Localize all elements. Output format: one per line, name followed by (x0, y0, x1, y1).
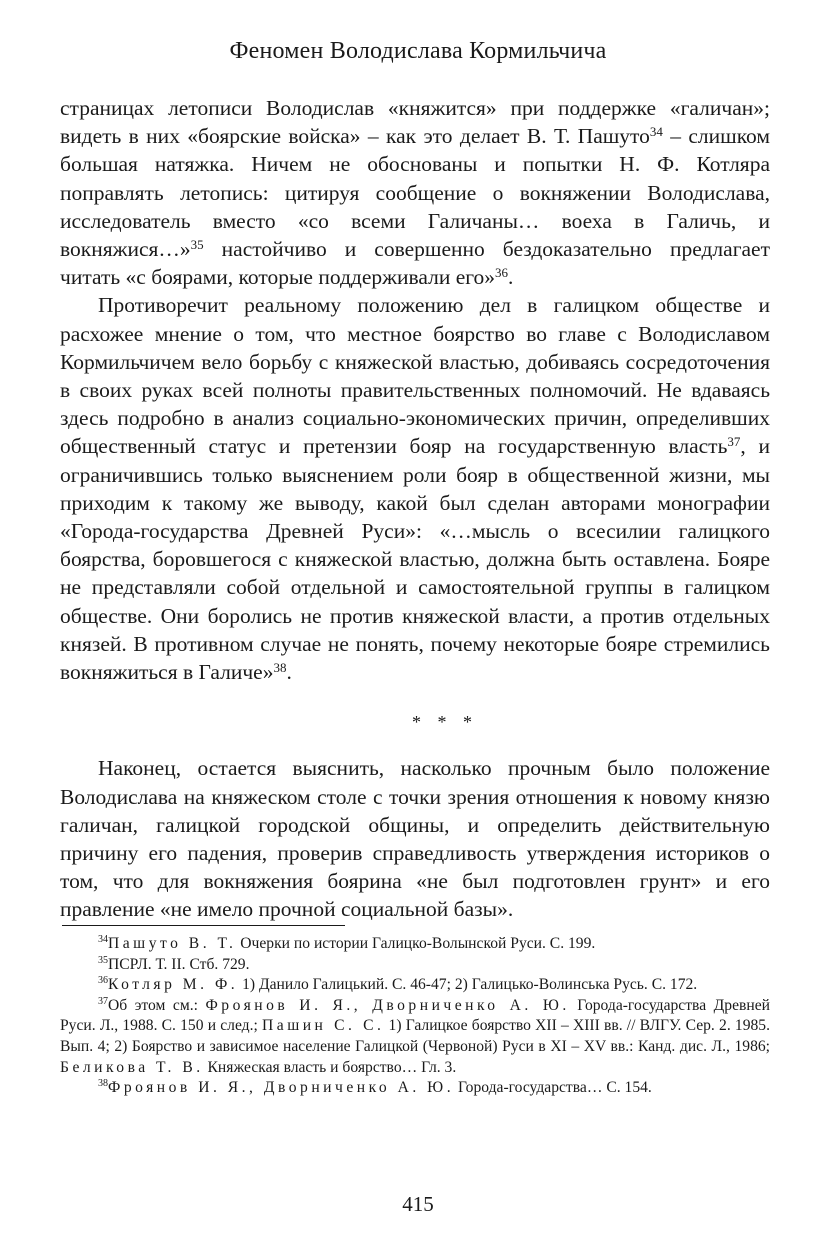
footnote-ref-34[interactable]: 34 (649, 124, 663, 140)
footnote-rule (62, 925, 345, 926)
paragraph-2: Противоречит реальному положению дел в галицком обществе и расхожее мнение о том, что местное боярство во главе с Володиславом Кормильчичем вело борьбу с княжеской властью, добиваясь сосредоточения в своих руках всей полноты правительственных полномочий. Не вдаваясь здесь подробно в анализ социально-экономических причин, определивших общественный статус и претензии бояр на государственную власть$^{37}$, и ограничившись только выяснением роли бояр в общественной жизни, мы приходим к такому же выводу, какой был сделан авторами монографии «Города-государства Древней Руси»: «…мысль о всесилии галицкого боярства, боровшегося с княжеской властью, должна быть оставлена. Бояре не представляли собой отдельной и самостоятельной группы в галицком обществе. Они боролись не против княжеской власти, а против отдельных князей. В противном случае не понять, почему некоторые бояре стремились вокняжиться в Галиче»$^{38}$. (60, 293, 770, 685)
paragraph-3: Наконец, остается выяснить, насколько прочным было положение Володислава на княжеском столе с точки зрения отношения к новому князю галичан, галицкой городской общины, и определить действительную причину его падения, проверив справедливость утверждения историков о том, что для вокняжения боярина «не был подготовлен грунт» и его правление «не имело прочной социальной базы». (60, 756, 770, 922)
footnote-author: Пашуто В. Т. (108, 935, 237, 952)
footnote-author: Фроянов И. Я., Дворниченко А. Ю. (205, 996, 570, 1014)
footnote-38: $^{38}$Фроянов И. Я., Дворниченко А. Ю. Города-государства… С. 154. (98, 1078, 652, 1097)
footnote-ref-37[interactable]: 37 (727, 434, 741, 450)
page-number: 415 (402, 1192, 434, 1216)
footnote-ref-35[interactable]: 35 (190, 237, 204, 253)
footnote-37: $^{37}$Об этом см.: Фроянов И. Я., Дворниченко А. Ю. Города-государства Древней Руси. Л., 1988. С. 150 и след.; Пашин С. С. 1) Галицкое боярство XII – XIII вв. // ВЛГУ. Сер. 2. 1985. Вып. 4; 2) Боярство и зависимое население Галицкой (Червоной) Руси в XI – XV вв.: Канд. дис. Л., 1986; Беликова Т. В. Княжеская власть и боярство… Гл. 3. (60, 995, 770, 1076)
paragraph-1: страницах летописи Володислав «княжится» при поддержке «галичан»; видеть в них «боярские войска» – как это делает В. Т. Пашуто$^{34}$ – слишком большая натяжка. Ничем не обоснованы и попытки Н. Ф. Котляра поправлять летопись: цитируя сообщение о вокняжении Володислава, исследователь вместо «со всеми Галичаны… воеха в Галичь, и вокняжися…»$^{35}$ настойчиво и совершенно бездоказательно предлагает читать «с боярами, которые поддерживали его»$^{36}$. (60, 96, 770, 290)
main-text (60, 94, 770, 924)
footnote-35: $^{35}$ПСРЛ. Т. II. Стб. 729. (98, 954, 250, 973)
section-separator: * * * (412, 712, 478, 733)
footnotes (60, 934, 770, 1099)
footnote-author: Пашин С. С. (262, 1017, 385, 1035)
footnote-36: $^{36}$Котляр М. Ф. 1) Данило Галицький. С. 46-47; 2) Галицько-Волинська Русь. С. 172. (98, 975, 698, 994)
footnote-ref-36[interactable]: 36 (495, 265, 509, 281)
running-head: Феномен Володислава Кормильчича (229, 38, 607, 64)
footnote-author: Котляр М. Ф. (108, 976, 239, 994)
footnote-34: $^{34}$Пашуто В. Т. Очерки по истории Галицко-Волынской Руси. С. 199. (98, 934, 596, 952)
footnote-author: Фроянов И. Я., Дворниченко А. Ю. (108, 1079, 455, 1097)
footnote-author: Беликова Т. В. (60, 1058, 204, 1076)
footnote-ref-38[interactable]: 38 (273, 660, 287, 676)
